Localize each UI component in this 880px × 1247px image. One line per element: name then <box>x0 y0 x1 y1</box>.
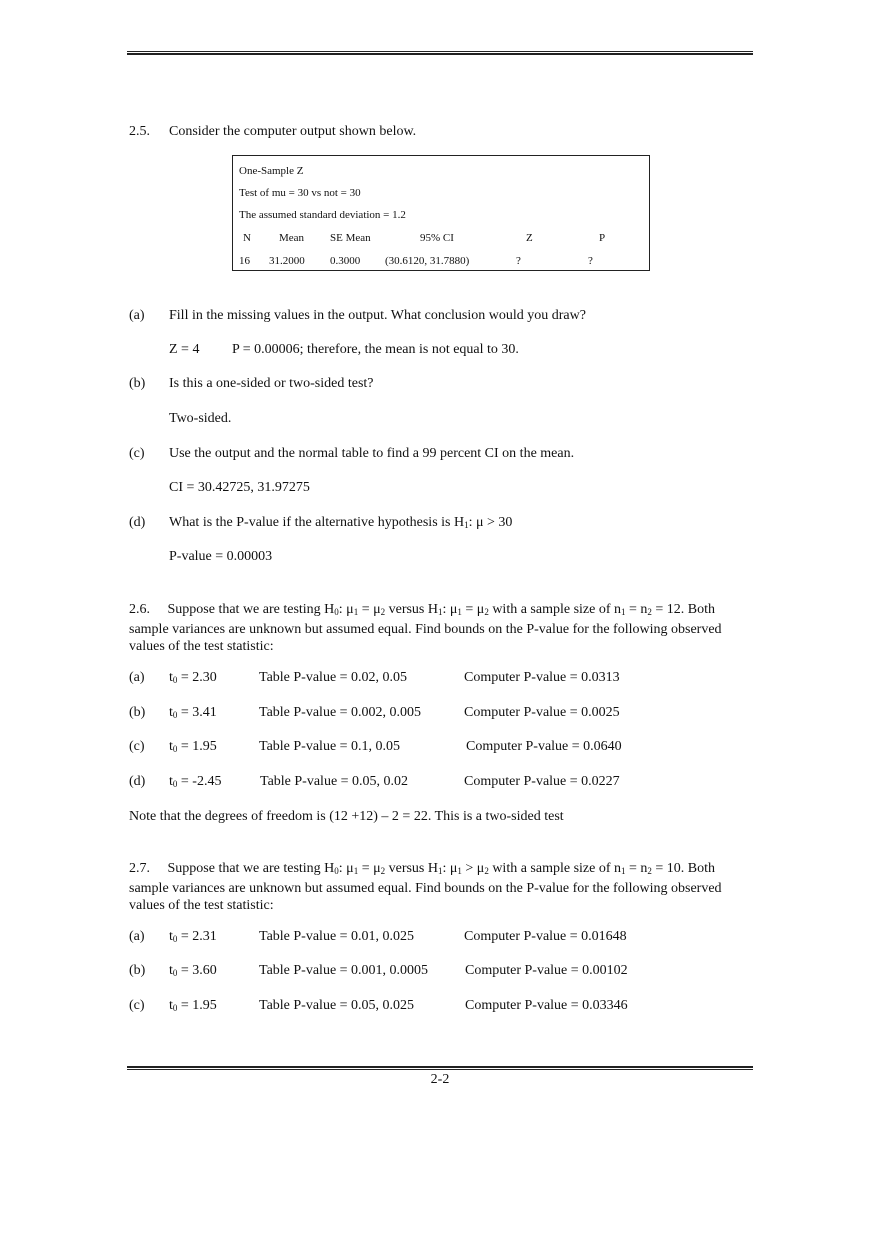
question-number: 2.5. <box>129 124 150 139</box>
computer-p-value: Computer P-value = 0.01648 <box>464 929 627 944</box>
t-statistic: $t_0 = 1.95$ <box>169 739 217 754</box>
table-p-value: Table P-value = 0.1, 0.05 <box>259 739 401 754</box>
part-question: Use the output and the normal table to find a 99 percent CI on the mean. <box>169 446 575 461</box>
output-test-line: Test of mu = 30 vs not = 30 <box>239 187 361 199</box>
computer-p-value: Computer P-value = 0.0227 <box>464 774 620 789</box>
computer-p-value: Computer P-value = 0.0025 <box>464 705 620 720</box>
part-question: Fill in the missing values in the output. What conclusion would you draw? <box>169 308 586 323</box>
t-statistic: $t_0 = 1.95$ <box>169 998 217 1013</box>
output-value-ci: (30.6120, 31.7880) <box>385 255 470 267</box>
part-label: (c) <box>129 998 145 1013</box>
part-answer: Two-sided. <box>169 411 232 426</box>
part-answer: CI = 30.42725, 31.97275 <box>169 480 310 495</box>
part-question: What is the P-value if the alternative hypothesis is $H_1$: μ > 30 <box>169 515 513 530</box>
part-answer: P-value = 0.00003 <box>169 549 273 564</box>
question-2-7-text: 2.7. Suppose that we are testing $H_0$: $\mu_1 = \mu_2$ versus $H_1$: $\mu_1 > \mu_2$ with a sample size of $n_1 = n_2 = 10$. Both sample variances are unknown but assumed equal. Find bounds on the P-value for the following observed values of the test statistic: <box>129 861 722 913</box>
part-label: (b) <box>129 376 146 391</box>
computer-output-box <box>232 155 650 271</box>
table-p-value: Table P-value = 0.01, 0.025 <box>259 929 415 944</box>
table-p-value: Table P-value = 0.001, 0.0005 <box>259 963 429 978</box>
question-2-6-text: 2.6. Suppose that we are testing $H_0$: $\mu_1 = \mu_2$ versus $H_1$: $\mu_1 = \mu_2$ with a sample size of $n_1 = n_2 = 12$. Both sample variances are unknown but assumed equal. Find bounds on the P-value for the following observed values of the test statistic: <box>129 602 722 654</box>
output-header-n: N <box>243 232 251 244</box>
output-header-z: Z <box>526 232 533 244</box>
part-label: (b) <box>129 963 146 978</box>
output-header-p: P <box>599 232 606 244</box>
answer-p: P = 0.00006; therefore, the mean is not equal to 30. <box>232 342 519 357</box>
part-label: (c) <box>129 446 145 461</box>
part-label: (d) <box>129 515 146 530</box>
t-statistic: $t_0 = 3.41$ <box>169 705 217 720</box>
output-title: One-Sample Z <box>239 165 304 177</box>
page-number: 2-2 <box>430 1072 450 1087</box>
table-p-value: Table P-value = 0.05, 0.025 <box>259 998 415 1013</box>
computer-p-value: Computer P-value = 0.00102 <box>465 963 628 978</box>
table-p-value: Table P-value = 0.05, 0.02 <box>260 774 409 789</box>
t-statistic: $t_0 = 2.31$ <box>169 929 217 944</box>
header-rule <box>127 51 753 55</box>
t-statistic: $t_0 = -2.45$ <box>169 774 222 789</box>
computer-p-value: Computer P-value = 0.0640 <box>466 739 622 754</box>
t-statistic: $t_0 = 3.60$ <box>169 963 217 978</box>
table-p-value: Table P-value = 0.02, 0.05 <box>259 670 408 685</box>
degrees-of-freedom-note: Note that the degrees of freedom is (12 +12) – 2 = 22. This is a two-sided test <box>129 809 564 824</box>
computer-p-value: Computer P-value = 0.0313 <box>464 670 620 685</box>
part-label: (c) <box>129 739 145 754</box>
part-label: (a) <box>129 308 145 323</box>
output-header-mean: Mean <box>279 232 305 244</box>
output-value-p: ? <box>588 255 593 267</box>
answer-z: Z = 4 <box>169 342 200 357</box>
part-label: (b) <box>129 705 146 720</box>
output-sd-line: The assumed standard deviation = 1.2 <box>239 209 406 221</box>
output-value-z: ? <box>516 255 521 267</box>
output-value-n: 16 <box>239 255 250 267</box>
part-question: Is this a one-sided or two-sided test? <box>169 376 374 391</box>
question-prompt: Consider the computer output shown below. <box>169 124 417 139</box>
footer-rule <box>127 1066 753 1070</box>
output-value-se-mean: 0.3000 <box>330 255 361 267</box>
t-statistic: $t_0 = 2.30$ <box>169 670 217 685</box>
output-header-ci: 95% CI <box>420 232 454 244</box>
output-header-se-mean: SE Mean <box>330 232 371 244</box>
computer-p-value: Computer P-value = 0.03346 <box>465 998 628 1013</box>
part-label: (d) <box>129 774 146 789</box>
output-value-mean: 31.2000 <box>269 255 305 267</box>
table-p-value: Table P-value = 0.002, 0.005 <box>259 705 422 720</box>
part-label: (a) <box>129 670 145 685</box>
part-label: (a) <box>129 929 145 944</box>
